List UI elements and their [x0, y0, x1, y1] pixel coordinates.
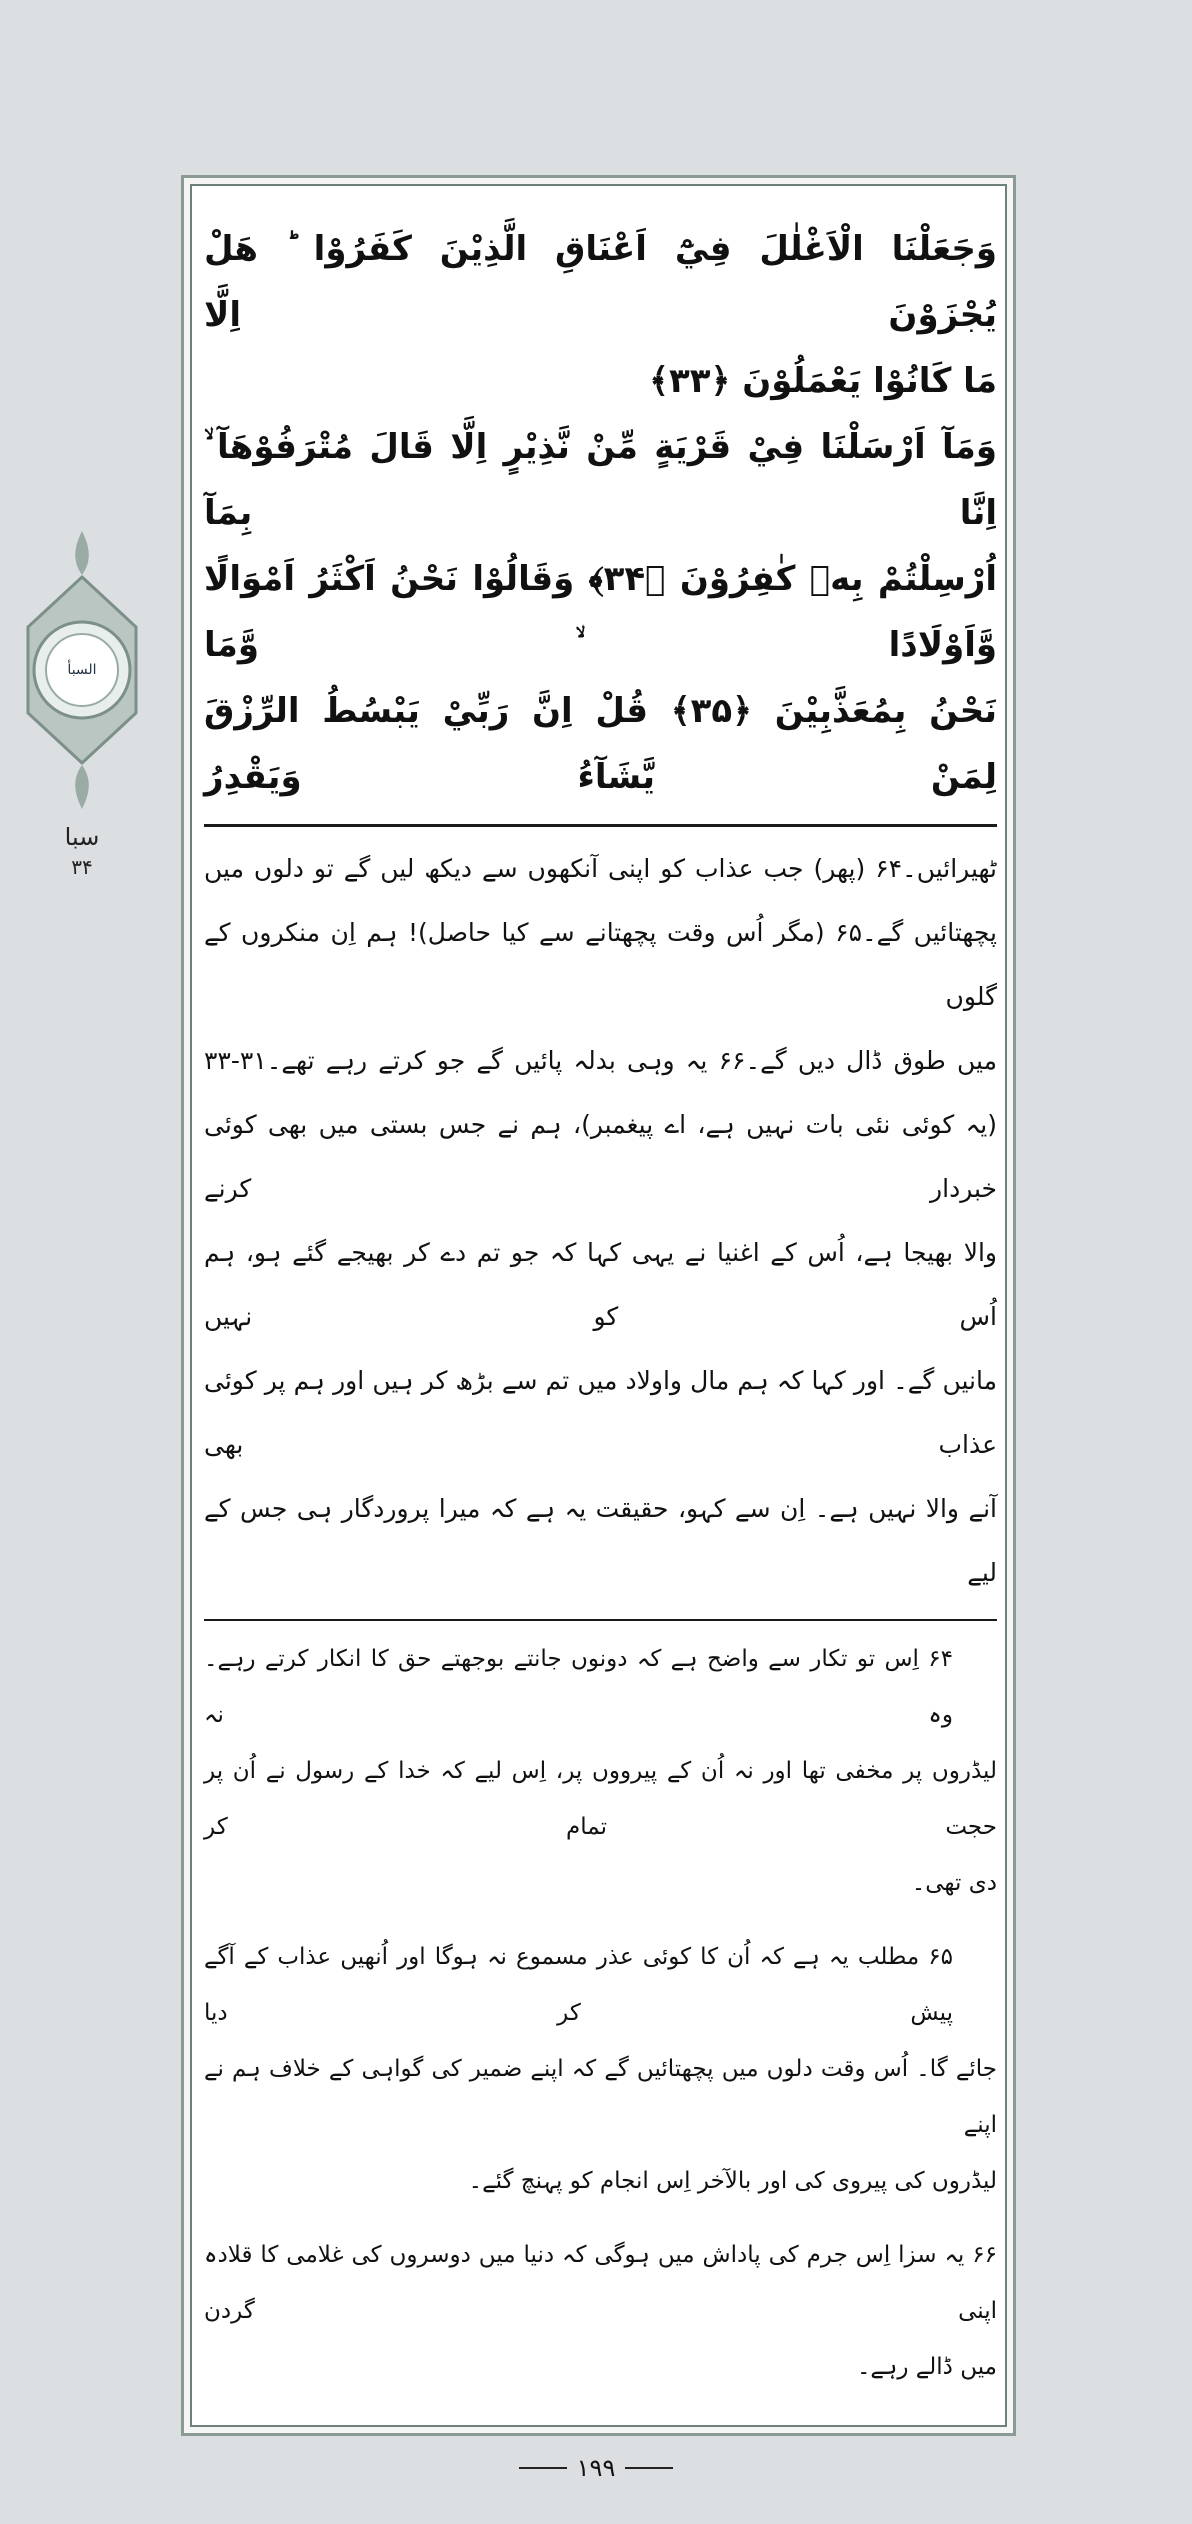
quran-line: نَحْنُ بِمُعَذَّبِيْنَ ﴿۳۵﴾ قُلْ اِنَّ رَبِّيْ يَبْسُطُ الرِّزْقَ لِمَنْ يَّشَآءُ وَيَقْدِرُ — [204, 691, 997, 797]
footnote-64-line: دی تھی۔ — [911, 1870, 997, 1896]
translation-line: ٹھیرائیں۔۶۴ (پھر) جب عذاب کو اپنی آنکھوں سے دیکھ لیں گے تو دلوں میں — [204, 854, 997, 883]
quran-line: وَجَعَلْنَا الْاَغْلٰلَ فِيْٓ اَعْنَاقِ الَّذِيْنَ كَفَرُوْا ؕ هَلْ يُجْزَوْنَ اِلَّا — [204, 229, 997, 335]
footnote-65-line: لیڈروں کی پیروی کی اور بالآخر اِس انجام کو پہنچ گئے۔ — [468, 2168, 997, 2194]
surah-ornament — [14, 527, 150, 813]
footnote-64-line: لیڈروں پر مخفی تھا اور نہ اُن کے پیرووں پر، اِس لیے کہ خدا کے رسول نے اُن پر حجت تمام کر — [204, 1758, 997, 1840]
ornament-label: السبأ — [67, 662, 97, 678]
page-number-text: ۱۹۹ — [576, 2454, 616, 2482]
footnote-65-line: ۶۵ مطلب یہ ہے کہ اُن کا کوئی عذر مسموع نہ ہوگا اور اُنھیں عذاب کے آگے پیش کر دیا — [204, 1944, 953, 2026]
translation-line: والا بھیجا ہے، اُس کے اغنیا نے یہی کہا کہ جو تم دے کر بھیجے گئے ہو، ہم اُس کو نہیں — [204, 1238, 997, 1331]
translation-line: میں طوق ڈال دیں گے۔۶۶ یہ وہی بدلہ پائیں گے جو کرتے رہے تھے۔۳۱-۳۳ — [204, 1046, 997, 1075]
section-divider — [204, 824, 997, 827]
page-content — [190, 184, 1007, 2427]
footnote-66-line: ۶۶ یہ سزا اِس جرم کی پاداش میں ہوگی کہ دنیا میں دوسروں کی غلامی کا قلادہ اپنی گردن — [204, 2242, 997, 2324]
page-number-dash — [625, 2467, 673, 2469]
translation-line: مانیں گے۔ اور کہا کہ ہم مال واولاد میں تم سے بڑھ کر ہیں اور ہم پر کوئی عذاب بھی — [204, 1366, 997, 1459]
quran-line: وَمَآ اَرْسَلْنَا فِيْ قَرْيَةٍ مِّنْ نَّذِيْرٍ اِلَّا قَالَ مُتْرَفُوْهَآ ۙ اِنَّا بِمَآ — [204, 427, 997, 533]
page-frame — [181, 175, 1016, 2436]
page-number-dash — [519, 2467, 567, 2469]
footnote-66-line: میں ڈالے رہے۔ — [856, 2354, 997, 2380]
footnote-gap — [204, 1911, 997, 1929]
translation-line: آنے والا نہیں ہے۔ اِن سے کہو، حقیقت یہ ہے کہ میرا پروردگار ہی جس کے لیے — [204, 1494, 997, 1587]
surah-side-marker — [14, 527, 150, 881]
page-number — [0, 2452, 1192, 2524]
translation-line: (یہ کوئی نئی بات نہیں ہے، اے پیغمبر)، ہم نے جس بستی میں بھی کوئی خبردار کرنے — [204, 1110, 997, 1203]
translation-line: پچھتائیں گے۔۶۵ (مگر اُس وقت پچھتانے سے کیا حاصل)! ہم اِن منکروں کے گلوں — [204, 918, 998, 1011]
footnote-64-line: ۶۴ اِس تو تکار سے واضح ہے کہ دونوں جانتے بوجھتے حق کا انکار کرتے رہے۔ وہ نہ — [204, 1646, 953, 1728]
surah-name: سبا — [64, 823, 100, 851]
footnote-gap — [204, 2209, 997, 2227]
surah-number: ۳۴ — [71, 855, 93, 879]
footnote-65-line: جائے گا۔ اُس وقت دلوں میں پچھتائیں گے کہ اپنے ضمیر کی گواہی کے خلاف ہم نے اپنے — [204, 2056, 997, 2138]
quran-line: مَا كَانُوْا يَعْمَلُوْنَ ﴿۳۳﴾ — [649, 361, 997, 401]
quran-line: اُرْسِلْتُمْ بِهٖ كٰفِرُوْنَ ﴿۳۴﴾ وَقَالُوْا نَحْنُ اَكْثَرُ اَمْوَالًا وَّاَوْلَادًا ۙ وَّمَا — [204, 559, 997, 665]
footnote-divider — [204, 1619, 997, 1621]
